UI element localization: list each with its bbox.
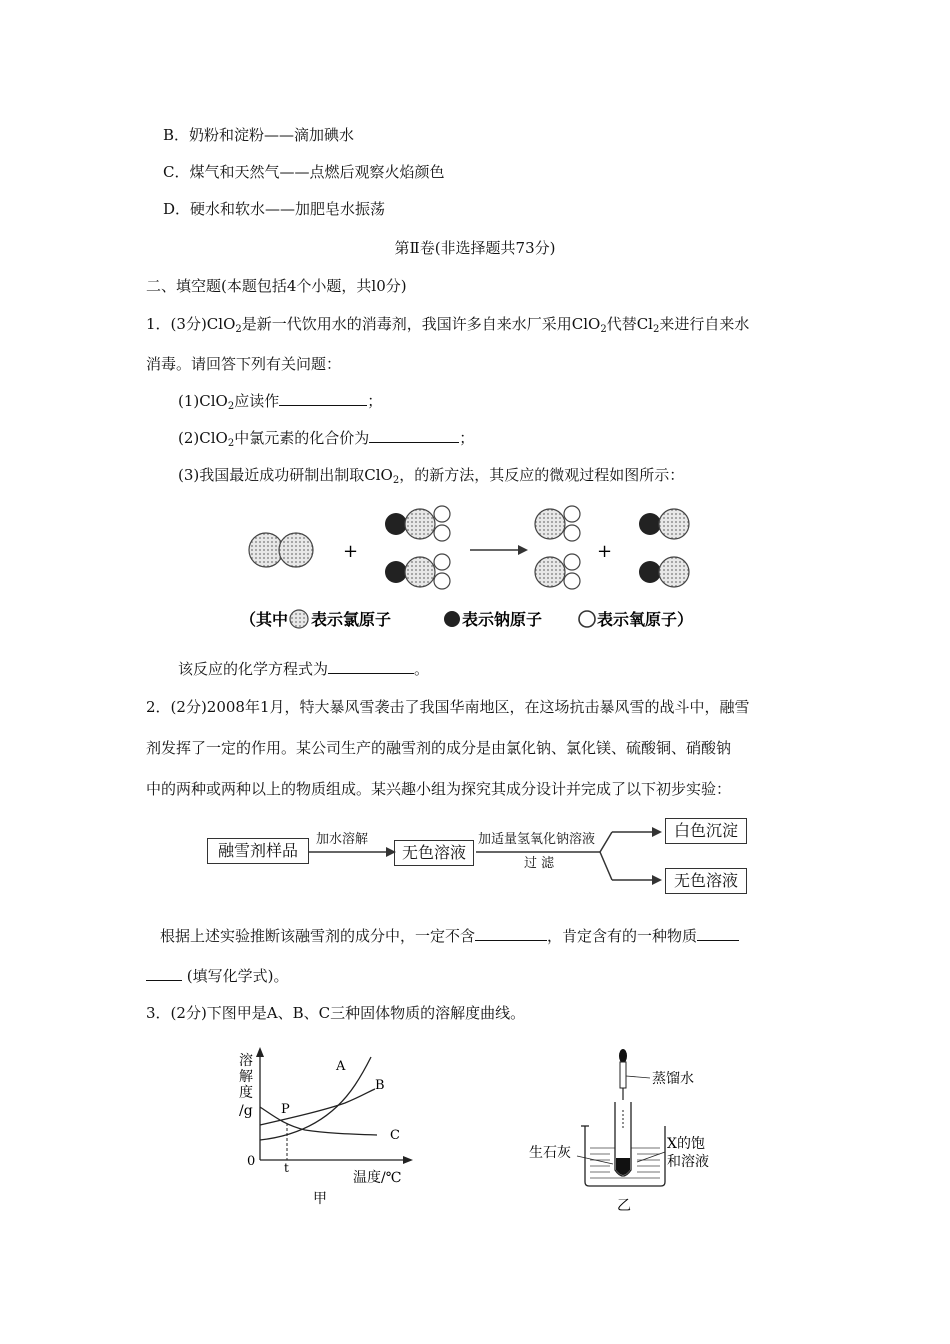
svg-text:度: 度	[239, 1085, 253, 1101]
option-d: D．硬水和软水——加肥皂水振荡	[163, 200, 386, 218]
option-b: B．奶粉和淀粉——滴加碘水	[163, 126, 355, 144]
flow-sample: 融雪剂样品	[207, 838, 309, 864]
svg-text:0: 0	[247, 1154, 256, 1169]
flow-solution1: 无色溶液	[394, 840, 474, 866]
svg-text:/g: /g	[239, 1103, 253, 1119]
option-c: C．煤气和天然气——点燃后观察火焰颜色	[163, 163, 445, 181]
flow-step2b: 过 滤	[524, 856, 555, 871]
svg-text:A: A	[336, 1059, 346, 1074]
q2-answer: 根据上述实验推断该融雪剂的成分中，一定不含 ，肯定含有的一种物质	[160, 926, 739, 946]
part-heading: 二、填空题(本题包括4个小题，共l0分)	[146, 277, 407, 295]
nacl-molecule	[639, 557, 689, 587]
naclo2-molecule	[385, 506, 450, 541]
answer-blank	[328, 659, 414, 674]
q1-line2: 消毒。请回答下列有关问题：	[146, 355, 342, 373]
svg-text:温度/℃: 温度/℃	[353, 1170, 402, 1186]
q1-sub3: (3)我国最近成功研制出制取ClO$_2$，的新方法，其反应的微观过程如图所示：	[178, 466, 685, 486]
answer-blank	[146, 966, 182, 981]
plus-sign: +	[343, 541, 359, 562]
svg-text:t: t	[284, 1161, 289, 1175]
naclo2-molecule	[385, 554, 450, 589]
reaction-diagram	[230, 500, 730, 640]
clo2-molecule	[535, 554, 580, 589]
chlorine-atom-icon	[290, 610, 308, 628]
section-title: 第Ⅱ卷(非选择题共73分)	[394, 239, 556, 257]
svg-text:甲: 甲	[313, 1191, 327, 1207]
svg-text:表示钠原子: 表示钠原子	[462, 610, 543, 629]
q3-line1: 3．(2分)下图甲是A、B、C三种固体物质的溶解度曲线。	[146, 1004, 526, 1022]
nacl-molecule	[639, 509, 689, 539]
q2-line1: 2．(2分)2008年1月，特大暴风雪袭击了我国华南地区，在这场抗击暴风雪的战斗中，融雪	[146, 698, 750, 716]
svg-text:溶: 溶	[239, 1053, 253, 1069]
oxygen-atom-icon	[579, 611, 595, 627]
svg-text:乙: 乙	[617, 1198, 631, 1214]
svg-text:表示氯原子: 表示氯原子	[311, 610, 392, 629]
flow-step1: 加水溶解	[316, 832, 369, 847]
q1-equation: 该反应的化学方程式为 。	[178, 660, 430, 678]
legend	[240, 610, 693, 629]
curve-b	[260, 1089, 375, 1125]
svg-text:和溶液: 和溶液	[667, 1154, 709, 1170]
arrow	[470, 545, 528, 555]
q2-answer-cont: (填写化学式)。	[146, 966, 289, 986]
apparatus-diagram	[515, 1040, 740, 1220]
svg-text:B: B	[375, 1078, 385, 1093]
plus-sign: +	[597, 541, 613, 562]
q2-line3: 中的两种或两种以上的物质组成。某兴趣小组为探究其成分设计并完成了以下初步实验：	[146, 780, 732, 798]
solubility-graph	[225, 1045, 425, 1215]
cl2-molecule	[249, 533, 313, 567]
sodium-atom-icon	[444, 611, 460, 627]
q2-line2: 剂发挥了一定的作用。某公司生产的融雪剂的成分是由氯化钠、氯化镁、硫酸铜、硝酸钠	[146, 739, 732, 757]
svg-text:表示氧原子）: 表示氧原子）	[597, 610, 694, 629]
svg-text:X的饱: X的饱	[667, 1136, 705, 1152]
svg-text:（其中: （其中	[240, 610, 289, 629]
q1-sub2: (2)ClO$_2$中氯元素的化合价为 ；	[178, 429, 475, 449]
flow-solution2: 无色溶液	[665, 868, 747, 894]
svg-text:P: P	[281, 1102, 290, 1117]
answer-blank	[475, 926, 547, 941]
answer-blank	[279, 391, 367, 406]
flow-step2: 加适量氢氧化钠溶液	[478, 832, 596, 847]
answer-blank	[697, 926, 739, 941]
svg-text:蒸馏水: 蒸馏水	[652, 1071, 694, 1087]
answer-blank	[369, 428, 459, 443]
q1-sub1: (1)ClO$_2$应读作 ；	[178, 392, 383, 412]
q1-line1: 1．(3分)ClO$_2$是新一代饮用水的消毒剂，我国许多自来水厂采用ClO$_2$代替$Cl_2$来进行自来水	[146, 315, 750, 335]
clo2-molecule	[535, 506, 580, 541]
svg-text:C: C	[390, 1128, 400, 1143]
flow-precipitate: 白色沉淀	[665, 818, 747, 844]
svg-text:解: 解	[239, 1069, 253, 1085]
svg-text:生石灰: 生石灰	[529, 1145, 571, 1161]
